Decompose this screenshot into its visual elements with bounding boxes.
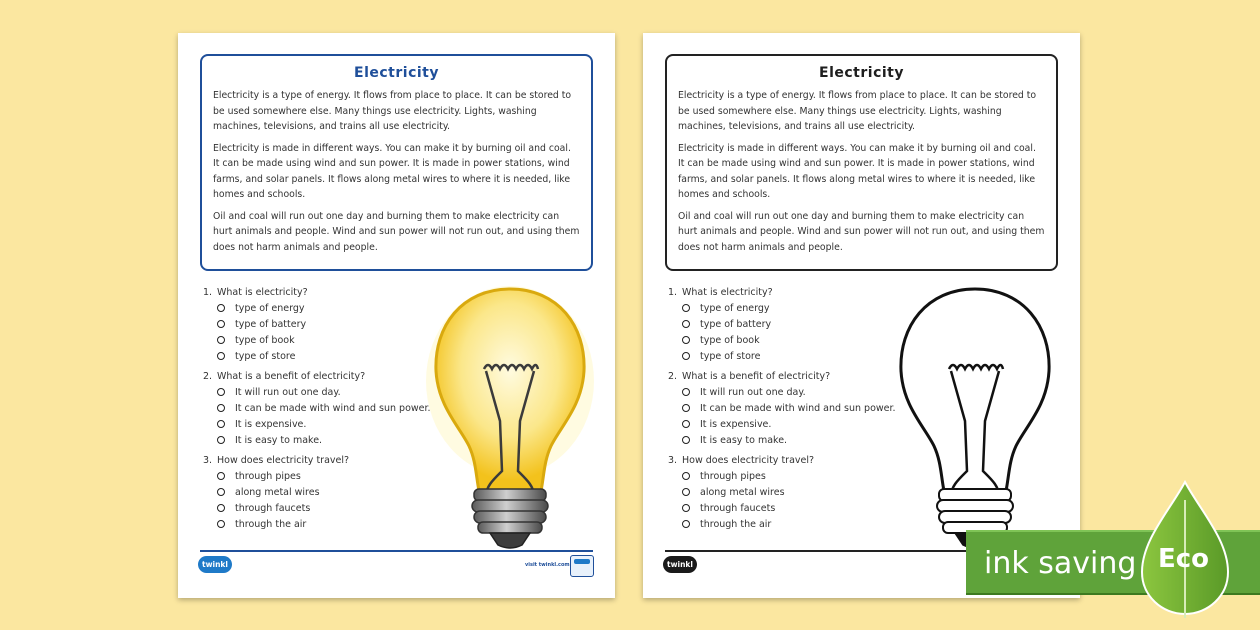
radio-circle-icon[interactable] <box>682 352 690 360</box>
answer-option[interactable] <box>203 517 453 533</box>
question-number: 3. <box>203 455 213 466</box>
radio-circle-icon[interactable] <box>217 352 225 360</box>
radio-circle-icon[interactable] <box>682 520 690 528</box>
option-label: type of store <box>235 351 296 362</box>
answer-option[interactable] <box>668 485 918 501</box>
radio-circle-icon[interactable] <box>682 472 690 480</box>
answer-option[interactable] <box>668 517 918 533</box>
answer-option[interactable] <box>668 333 918 349</box>
radio-circle-icon[interactable] <box>217 336 225 344</box>
worksheet-color <box>178 33 615 598</box>
answer-option[interactable] <box>203 333 453 349</box>
radio-circle-icon[interactable] <box>682 504 690 512</box>
answer-option[interactable] <box>668 433 918 449</box>
radio-circle-icon[interactable] <box>217 520 225 528</box>
worksheet-black-white <box>643 33 1080 598</box>
question-3 <box>203 453 453 533</box>
question-number: 1. <box>668 287 678 298</box>
question-text: What is electricity? <box>217 287 308 298</box>
passage-paragraph-1: Electricity is a type of energy. It flows from place to place. It can be stored to be used somewhere else. Many things use electricity. Lights, washing machines, televisions, and trains all use electricity. <box>678 90 1037 132</box>
option-label: It can be made with wind and sun power. <box>235 403 431 414</box>
radio-circle-icon[interactable] <box>682 304 690 312</box>
answer-option[interactable] <box>668 301 918 317</box>
answer-option[interactable] <box>668 349 918 365</box>
question-number: 2. <box>203 371 213 382</box>
option-label: It will run out one day. <box>700 387 806 398</box>
radio-circle-icon[interactable] <box>217 388 225 396</box>
ink-saving-text: ink saving <box>984 546 1137 581</box>
answer-option[interactable] <box>203 385 453 401</box>
answer-option[interactable] <box>203 301 453 317</box>
option-label: type of energy <box>235 303 305 314</box>
passage-paragraph-1: Electricity is a type of energy. It flows from place to place. It can be stored to be used somewhere else. Many things use electricity. Lights, washing machines, televisions, and trains all use electricity. <box>213 90 572 132</box>
option-label: through faucets <box>700 503 776 514</box>
radio-circle-icon[interactable] <box>217 320 225 328</box>
option-label: type of battery <box>235 319 307 330</box>
option-label: through pipes <box>700 471 766 482</box>
question-1 <box>203 285 453 365</box>
question-1 <box>668 285 918 365</box>
answer-option[interactable] <box>668 385 918 401</box>
option-label: It is expensive. <box>700 419 772 430</box>
question-number: 2. <box>668 371 678 382</box>
radio-circle-icon[interactable] <box>682 388 690 396</box>
passage-paragraph-2: Electricity is made in different ways. You can make it by burning oil and coal. It can be made using wind and sun power. It is made in power stations, wind farms, and solar panels. It flows along metal wires to where it is needed, like homes and schools. <box>213 142 571 200</box>
passage-paragraph-3: Oil and coal will run out one day and burning them to make electricity can hurt animals and people. Wind and sun power will not run out, and using them does not harm animals and people. <box>213 210 580 253</box>
question-text: How does electricity travel? <box>217 455 350 466</box>
option-label: type of energy <box>700 303 770 314</box>
question-number: 3. <box>668 455 678 466</box>
question-list <box>203 285 453 537</box>
question-text: What is a benefit of electricity? <box>682 371 831 382</box>
question-number: 1. <box>203 287 213 298</box>
option-label: type of book <box>235 335 295 346</box>
passage-paragraph-3: Oil and coal will run out one day and burning them to make electricity can hurt animals and people. Wind and sun power will not run out, and using them does not harm animals and people. <box>678 210 1045 253</box>
option-label: It is easy to make. <box>235 435 323 446</box>
answer-option[interactable] <box>203 433 453 449</box>
footer-divider <box>200 550 593 552</box>
answer-option[interactable] <box>203 401 453 417</box>
radio-circle-icon[interactable] <box>682 404 690 412</box>
option-label: It will run out one day. <box>235 387 341 398</box>
twinkl-logo: twinkl <box>198 556 232 573</box>
answer-option[interactable] <box>203 417 453 433</box>
answer-option[interactable] <box>203 501 453 517</box>
question-text: What is a benefit of electricity? <box>217 371 366 382</box>
answer-option[interactable] <box>203 469 453 485</box>
radio-circle-icon[interactable] <box>682 420 690 428</box>
light-bulb-color-icon <box>424 281 594 551</box>
option-label: along metal wires <box>700 487 785 498</box>
eco-label: Eco <box>1158 544 1210 574</box>
answer-option[interactable] <box>668 501 918 517</box>
answer-option[interactable] <box>203 485 453 501</box>
option-label: type of battery <box>700 319 772 330</box>
question-2 <box>668 369 918 449</box>
radio-circle-icon[interactable] <box>217 420 225 428</box>
worksheet-title: Electricity <box>354 65 439 81</box>
quality-badge-icon <box>570 555 594 577</box>
radio-circle-icon[interactable] <box>217 488 225 496</box>
radio-circle-icon[interactable] <box>217 504 225 512</box>
option-label: through the air <box>700 519 772 530</box>
option-label: through pipes <box>235 471 301 482</box>
radio-circle-icon[interactable] <box>682 336 690 344</box>
option-label: through the air <box>235 519 307 530</box>
question-text: How does electricity travel? <box>682 455 815 466</box>
radio-circle-icon[interactable] <box>682 320 690 328</box>
radio-circle-icon[interactable] <box>217 472 225 480</box>
answer-option[interactable] <box>668 317 918 333</box>
reading-passage-box <box>200 54 593 271</box>
passage-paragraph-2: Electricity is made in different ways. You can make it by burning oil and coal. It can be made using wind and sun power. It is made in power stations, wind farms, and solar panels. It flows along metal wires to where it is needed, like homes and schools. <box>678 142 1036 200</box>
option-label: It is easy to make. <box>700 435 788 446</box>
option-label: type of store <box>700 351 761 362</box>
radio-circle-icon[interactable] <box>682 436 690 444</box>
light-bulb-outline-icon <box>889 281 1059 551</box>
option-label: type of book <box>700 335 760 346</box>
question-text: What is electricity? <box>682 287 773 298</box>
option-label: It can be made with wind and sun power. <box>700 403 896 414</box>
option-label: It is expensive. <box>235 419 307 430</box>
answer-option[interactable] <box>668 417 918 433</box>
question-list <box>668 285 918 537</box>
answer-option[interactable] <box>668 401 918 417</box>
answer-option[interactable] <box>203 349 453 365</box>
question-3 <box>668 453 918 533</box>
radio-circle-icon[interactable] <box>217 436 225 444</box>
reading-passage-box <box>665 54 1058 271</box>
question-2 <box>203 369 453 449</box>
option-label: through faucets <box>235 503 311 514</box>
twinkl-logo: twinkl <box>663 556 697 573</box>
answer-option[interactable] <box>668 469 918 485</box>
radio-circle-icon[interactable] <box>217 304 225 312</box>
radio-circle-icon[interactable] <box>217 404 225 412</box>
worksheet-title: Electricity <box>819 65 904 81</box>
answer-option[interactable] <box>203 317 453 333</box>
visit-url: visit twinkl.com <box>525 562 570 568</box>
radio-circle-icon[interactable] <box>682 488 690 496</box>
option-label: along metal wires <box>235 487 320 498</box>
